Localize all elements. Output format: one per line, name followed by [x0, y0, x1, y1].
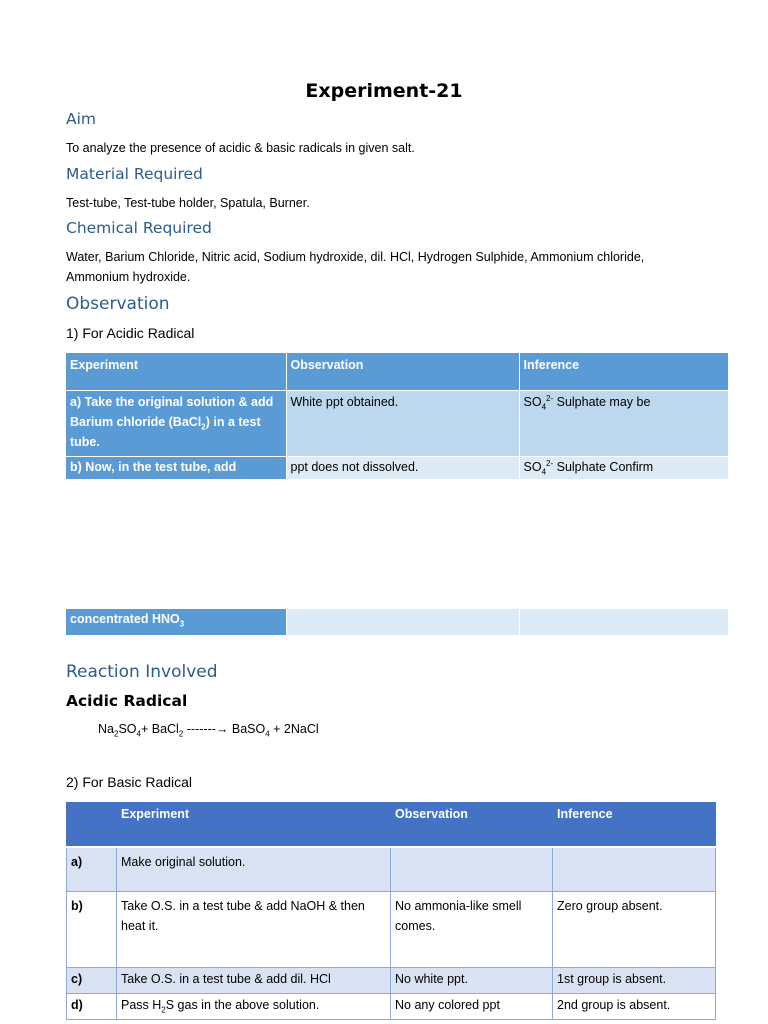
table-header-row — [67, 803, 716, 847]
right-arrow-icon: → — [215, 722, 229, 736]
column-header-id — [67, 803, 117, 847]
inference-cell — [553, 847, 716, 892]
table-row — [67, 968, 716, 994]
acidic-radical-table-continued — [66, 609, 729, 636]
basic-radical-table — [66, 802, 716, 1020]
chemical-heading: Chemical Required — [66, 219, 212, 237]
material-heading: Material Required — [66, 165, 203, 183]
column-header-inference: Inference — [553, 803, 716, 847]
column-header-observation: Observation — [391, 803, 553, 847]
basic-radical-label: 2) For Basic Radical — [66, 774, 193, 790]
table-row — [67, 892, 716, 968]
experiment-cell: Pass $H_2S$ gas in the above solution. — [117, 994, 391, 1020]
row-id-cell: d) — [67, 994, 117, 1020]
row-id-cell: b) — [67, 892, 117, 968]
page-title: Experiment-21 — [305, 80, 463, 102]
table-row — [67, 847, 716, 892]
observation-cell: ppt does not dissolved. — [286, 456, 519, 479]
chemical-text — [66, 247, 706, 287]
column-header-observation: Observation — [286, 353, 519, 390]
table-row — [66, 609, 728, 635]
observation-cell: No ammonia-like smell comes. — [391, 892, 553, 968]
column-header-experiment: Experiment — [117, 803, 391, 847]
chemical-text-line2: Ammonium hydroxide. — [66, 270, 191, 284]
observation-cell — [391, 847, 553, 892]
observation-heading: Observation — [66, 294, 170, 314]
inference-cell: $SO_4^{2-}$ Sulphate Confirm — [519, 456, 728, 479]
observation-cell — [286, 609, 519, 635]
inference-cell — [519, 609, 728, 635]
row-id-cell: a) — [67, 847, 117, 892]
experiment-cell: b) Now, in the test tube, add — [66, 456, 286, 479]
reaction-heading: Reaction Involved — [66, 662, 218, 682]
column-header-experiment: Experiment — [66, 353, 286, 390]
table-header-row — [66, 353, 728, 390]
experiment-cell: concentrated $HNO_3$ — [66, 609, 286, 635]
chemical-text-line1: Water, Barium Chloride, Nitric acid, Sodium hydroxide, dil. HCl, Hydrogen Sulphide, Ammonium chloride, — [66, 250, 645, 264]
reaction-equation: $Na_2SO_4+$ BaCl$_2$ -------→ BaSO$_4$ + 2NaCl — [98, 722, 319, 739]
inference-cell: Zero group absent. — [553, 892, 716, 968]
inference-cell: 2nd group is absent. — [553, 994, 716, 1020]
acidic-radical-table — [66, 353, 729, 480]
table-row — [67, 994, 716, 1020]
observation-cell: No any colored ppt — [391, 994, 553, 1020]
aim-heading: Aim — [66, 110, 97, 128]
aim-text: To analyze the presence of acidic & basic radicals in given salt. — [66, 141, 415, 155]
acidic-radical-heading: Acidic Radical — [66, 692, 188, 710]
experiment-cell: Take O.S. in a test tube & add dil. HCl — [117, 968, 391, 994]
row-id-cell: c) — [67, 968, 117, 994]
inference-cell: 1st group is absent. — [553, 968, 716, 994]
acidic-radical-label: 1) For Acidic Radical — [66, 325, 195, 341]
material-text: Test-tube, Test-tube holder, Spatula, Burner. — [66, 196, 310, 210]
inference-cell: $SO_4^{2-}$ Sulphate may be — [519, 390, 728, 456]
experiment-cell: Make original solution. — [117, 847, 391, 892]
experiment-cell: a) Take the original solution & add Barium chloride (BaCl$_2$) in a test tube. — [66, 390, 286, 456]
table-row — [66, 456, 728, 479]
table-row — [66, 390, 728, 456]
observation-cell: No white ppt. — [391, 968, 553, 994]
observation-cell: White ppt obtained. — [286, 390, 519, 456]
experiment-cell: Take O.S. in a test tube & add NaOH & then heat it. — [117, 892, 391, 968]
column-header-inference: Inference — [519, 353, 728, 390]
